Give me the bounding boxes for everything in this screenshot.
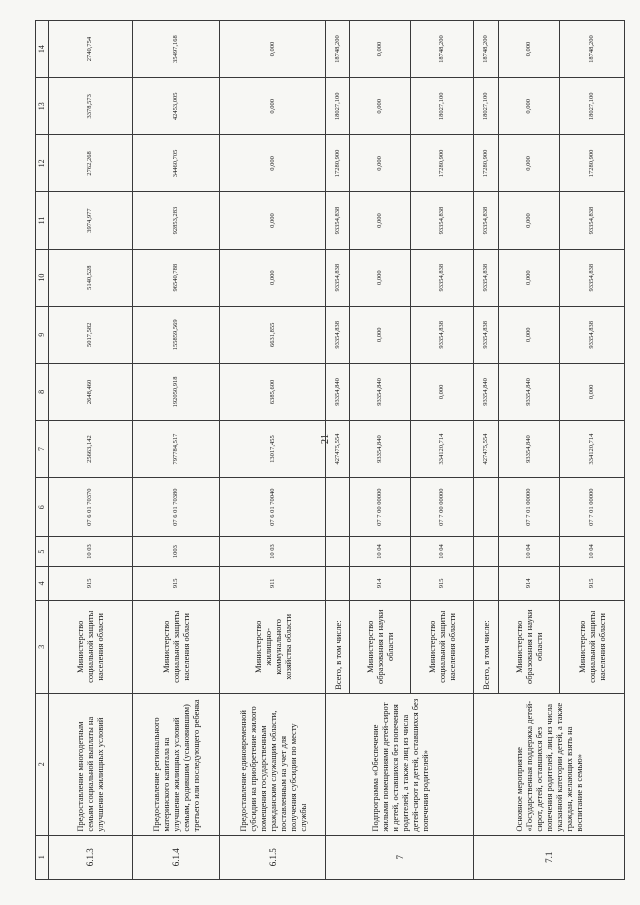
cell-year: 92853,283 bbox=[132, 192, 219, 249]
cell-year: 18748,200 bbox=[474, 21, 498, 78]
cell-total: 13017,455 bbox=[220, 420, 326, 477]
header-cell: 6 bbox=[36, 478, 49, 537]
cell-year: 2740,754 bbox=[49, 21, 132, 78]
header-cell: 12 bbox=[36, 135, 49, 192]
row-index: 6.1.3 bbox=[49, 835, 132, 879]
row-executor: Министерство жилищно-коммунального хозяйства области bbox=[220, 600, 326, 693]
header-cell: 8 bbox=[36, 363, 49, 420]
cell-year: 0,000 bbox=[498, 135, 559, 192]
row-description: Предоставление регионального материнского капитала на улучшение жилищных условий семьям, родившим (усыновившим) третьего или последующего ребенка bbox=[132, 693, 219, 835]
row-executor: Министерство социальной защиты населения области bbox=[411, 600, 474, 693]
cell-section: 10 04 bbox=[411, 537, 474, 567]
cell-target-code bbox=[325, 478, 349, 537]
cell-year: 34460,705 bbox=[132, 135, 219, 192]
header-cell: 13 bbox=[36, 78, 49, 135]
cell-year: 17280,900 bbox=[559, 135, 624, 192]
header-cell: 5 bbox=[36, 537, 49, 567]
cell-year: 18027,100 bbox=[474, 78, 498, 135]
header-cell: 3 bbox=[36, 600, 49, 693]
row-description: Основное мероприятие «Государственная поддержка детей-сирот, детей, оставшихся без попечения родителей, лиц из числа указанной категории детей, а также граждан, желающих взять на воспитание в семью» bbox=[474, 693, 625, 835]
cell-total: 334120,714 bbox=[411, 420, 474, 477]
cell-grbs bbox=[474, 566, 498, 600]
cell-section: 10 04 bbox=[498, 537, 559, 567]
cell-year: 0,000 bbox=[220, 78, 326, 135]
header-cell: 2 bbox=[36, 693, 49, 835]
cell-target-code: 07 7 00 00000 bbox=[350, 478, 411, 537]
cell-year: 0,000 bbox=[498, 249, 559, 306]
cell-total: 93354,840 bbox=[350, 420, 411, 477]
header-cell: 10 bbox=[36, 249, 49, 306]
cell-year: 93354,838 bbox=[559, 249, 624, 306]
header-cell: 9 bbox=[36, 306, 49, 363]
row-executor-total: Всего, в том числе: bbox=[474, 600, 498, 693]
cell-year: 18027,100 bbox=[325, 78, 349, 135]
cell-year: 0,000 bbox=[498, 21, 559, 78]
cell-grbs bbox=[325, 566, 349, 600]
cell-year: 0,000 bbox=[350, 135, 411, 192]
cell-section: 10 04 bbox=[350, 537, 411, 567]
cell-year: 93354,838 bbox=[325, 192, 349, 249]
header-row bbox=[36, 21, 49, 880]
cell-year: 93354,838 bbox=[411, 306, 474, 363]
cell-year: 3378,573 bbox=[49, 78, 132, 135]
cell-year: 155859,569 bbox=[132, 306, 219, 363]
cell-year: 0,000 bbox=[220, 135, 326, 192]
header-cell: 14 bbox=[36, 21, 49, 78]
cell-grbs: 911 bbox=[220, 566, 326, 600]
cell-total: 427475,554 bbox=[474, 420, 498, 477]
row-description: Предоставление многодетным семьям социальной выплаты на улучшение жилищных условий bbox=[49, 693, 132, 835]
cell-year: 93354,838 bbox=[474, 192, 498, 249]
cell-target-code: 07 7 00 00000 bbox=[411, 478, 474, 537]
cell-section: 10 03 bbox=[220, 537, 326, 567]
cell-year: 192050,918 bbox=[132, 363, 219, 420]
table-row bbox=[49, 21, 132, 880]
cell-year: 0,000 bbox=[498, 306, 559, 363]
cell-year: 93354,840 bbox=[498, 363, 559, 420]
cell-year: 0,000 bbox=[220, 249, 326, 306]
table-row bbox=[132, 21, 219, 880]
header-cell: 11 bbox=[36, 192, 49, 249]
cell-target-code: 07 7 01 00000 bbox=[498, 478, 559, 537]
row-executor: Министерство социальной защиты населения области bbox=[132, 600, 219, 693]
row-executor: Министерство социальной защиты населения области bbox=[49, 600, 132, 693]
cell-grbs: 915 bbox=[132, 566, 219, 600]
cell-year: 93354,838 bbox=[325, 249, 349, 306]
cell-section: 10 04 bbox=[559, 537, 624, 567]
cell-section: 10 03 bbox=[49, 537, 132, 567]
cell-year: 18748,200 bbox=[325, 21, 349, 78]
cell-year: 93354,838 bbox=[474, 249, 498, 306]
cell-total: 334120,714 bbox=[559, 420, 624, 477]
cell-year: 17280,900 bbox=[325, 135, 349, 192]
cell-year: 5017,582 bbox=[49, 306, 132, 363]
cell-year: 0,000 bbox=[498, 78, 559, 135]
cell-year: 17280,900 bbox=[474, 135, 498, 192]
row-executor: Министерство социальной защиты населения области bbox=[559, 600, 624, 693]
cell-year: 42453,005 bbox=[132, 78, 219, 135]
cell-year: 93354,840 bbox=[325, 363, 349, 420]
row-description: Подпрограмма «Обеспечение жилыми помещениями детей-сирот и детей, оставшихся без попечения родителей, а также лиц из числа детей-сирот и детей, оставшихся без попечения родителей» bbox=[325, 693, 474, 835]
cell-target-code: 07 6 01 70370 bbox=[49, 478, 132, 537]
cell-year: 17280,900 bbox=[411, 135, 474, 192]
row-index: 7 bbox=[325, 835, 474, 879]
cell-year: 0,000 bbox=[498, 192, 559, 249]
cell-year: 2762,268 bbox=[49, 135, 132, 192]
header-cell: 1 bbox=[36, 835, 49, 879]
cell-total: 93354,840 bbox=[498, 420, 559, 477]
cell-target-code: 07 6 01 70380 bbox=[132, 478, 219, 537]
row-description: Предоставление единовременной субсидии на приобретение жилого помещения государственным гражданским служащим области, поставленным на учет для получения субсидии по месту службы bbox=[220, 693, 326, 835]
cell-grbs: 915 bbox=[49, 566, 132, 600]
cell-year: 93354,840 bbox=[474, 363, 498, 420]
cell-year: 0,000 bbox=[350, 78, 411, 135]
cell-grbs: 914 bbox=[498, 566, 559, 600]
cell-grbs: 915 bbox=[559, 566, 624, 600]
cell-target-code bbox=[474, 478, 498, 537]
cell-target-code: 07 7 01 00000 bbox=[559, 478, 624, 537]
cell-year: 6385,600 bbox=[220, 363, 326, 420]
row-index: 6.1.5 bbox=[220, 835, 326, 879]
cell-year: 93354,838 bbox=[411, 249, 474, 306]
cell-total: 797784,517 bbox=[132, 420, 219, 477]
row-executor: Министерство образования и науки области bbox=[498, 600, 559, 693]
cell-year: 93354,838 bbox=[474, 306, 498, 363]
cell-section bbox=[325, 537, 349, 567]
cell-year: 0,000 bbox=[411, 363, 474, 420]
cell-year: 18027,100 bbox=[559, 78, 624, 135]
cell-year: 6631,855 bbox=[220, 306, 326, 363]
cell-year: 0,000 bbox=[559, 363, 624, 420]
cell-year: 5140,528 bbox=[49, 249, 132, 306]
row-executor: Министерство образования и науки области bbox=[350, 600, 411, 693]
cell-year: 3974,977 bbox=[49, 192, 132, 249]
cell-year: 93354,838 bbox=[411, 192, 474, 249]
cell-year: 96540,788 bbox=[132, 249, 219, 306]
cell-year: 0,000 bbox=[350, 306, 411, 363]
page-number: 21 bbox=[320, 434, 331, 444]
cell-section bbox=[474, 537, 498, 567]
cell-total: 427475,554 bbox=[325, 420, 349, 477]
cell-year: 93354,838 bbox=[325, 306, 349, 363]
cell-target-code: 07 6 01 70040 bbox=[220, 478, 326, 537]
row-executor-total: Всего, в том числе: bbox=[325, 600, 349, 693]
cell-year: 0,000 bbox=[350, 249, 411, 306]
cell-year: 0,000 bbox=[350, 192, 411, 249]
row-index: 7.1 bbox=[474, 835, 625, 879]
table-row bbox=[325, 21, 349, 880]
cell-year: 0,000 bbox=[350, 21, 411, 78]
table-row bbox=[474, 21, 498, 880]
row-index: 6.1.4 bbox=[132, 835, 219, 879]
cell-year: 93354,838 bbox=[559, 192, 624, 249]
cell-year: 2648,460 bbox=[49, 363, 132, 420]
table-row bbox=[220, 21, 326, 880]
cell-grbs: 914 bbox=[350, 566, 411, 600]
cell-year: 93354,840 bbox=[350, 363, 411, 420]
cell-year: 93354,838 bbox=[559, 306, 624, 363]
cell-total: 25663,142 bbox=[49, 420, 132, 477]
header-cell: 4 bbox=[36, 566, 49, 600]
cell-year: 18748,200 bbox=[559, 21, 624, 78]
header-cell: 7 bbox=[36, 420, 49, 477]
rotated-table-wrapper bbox=[35, 20, 625, 880]
cell-grbs: 915 bbox=[411, 566, 474, 600]
cell-section: 1003 bbox=[132, 537, 219, 567]
cell-year: 0,000 bbox=[220, 21, 326, 78]
cell-year: 18027,100 bbox=[411, 78, 474, 135]
cell-year: 18748,200 bbox=[411, 21, 474, 78]
cell-year: 35497,168 bbox=[132, 21, 219, 78]
budget-table bbox=[35, 20, 625, 880]
cell-year: 0,000 bbox=[220, 192, 326, 249]
